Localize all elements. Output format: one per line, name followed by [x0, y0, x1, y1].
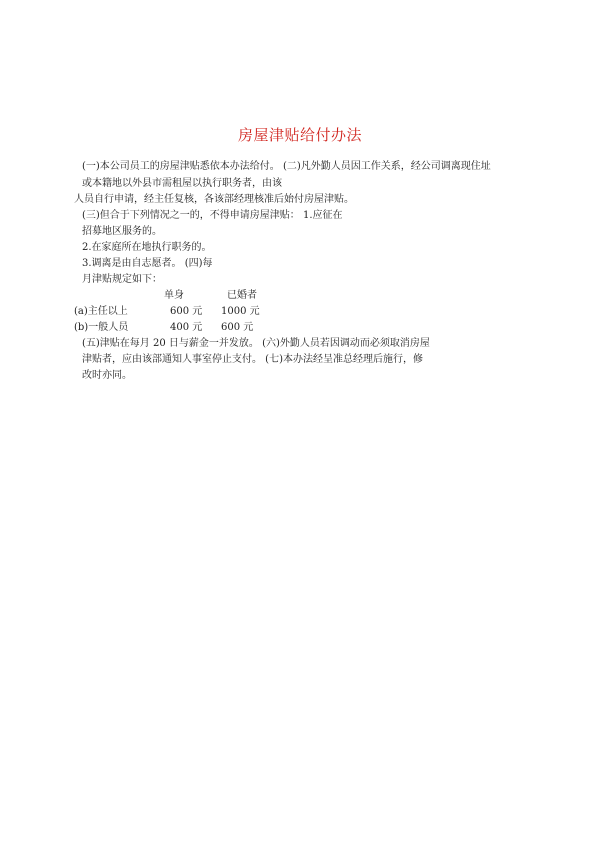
body-line-7: 3.调离是由自志愿者。 (四)每 [82, 258, 213, 269]
closing-line-3: 改时亦同。 [82, 370, 132, 381]
closing-line-1: (五)津贴在每月 20 日与薪金一并发放。 (六)外勤人员若因调动而必须取消房屋 [82, 338, 430, 349]
row-married-amount: 600 元 [221, 322, 254, 333]
row-married-amount: 1000 元 [221, 306, 260, 317]
document-title: 房屋津贴给付办法 [237, 126, 362, 144]
body-line-2: 或本籍地以外县市需租屋以执行职务者，由该 [82, 178, 282, 189]
body-line-6: 2.在家庭所在地执行职务的。 [82, 242, 212, 253]
body-line-5: 招募地区服务的。 [82, 226, 162, 237]
row-label: (b)一般人员 [74, 322, 129, 333]
row-label: (a)主任以上 [74, 306, 128, 317]
header-married: 已婚者 [227, 290, 257, 301]
row-single-amount: 400 元 [170, 322, 203, 333]
closing-line-2: 津贴者，应由该部通知人事室停止支付。 (七)本办法经呈准总经理后施行，修 [82, 354, 423, 365]
body-line-8: 月津贴规定如下： [82, 274, 162, 285]
row-single-amount: 600 元 [170, 306, 203, 317]
body-line-1: (一)本公司员工的房屋津贴悉依本办法给付。 (二)凡外勤人员因工作关系，经公司调离现住址 [82, 161, 491, 172]
header-single: 单身 [164, 290, 184, 301]
body-line-3: 人员自行申请，经主任复核，各该部经理核准后始付房屋津贴。 [74, 194, 354, 205]
body-line-4: (三)但合于下列情况之一的，不得申请房屋津贴： 1.应征在 [82, 210, 343, 221]
